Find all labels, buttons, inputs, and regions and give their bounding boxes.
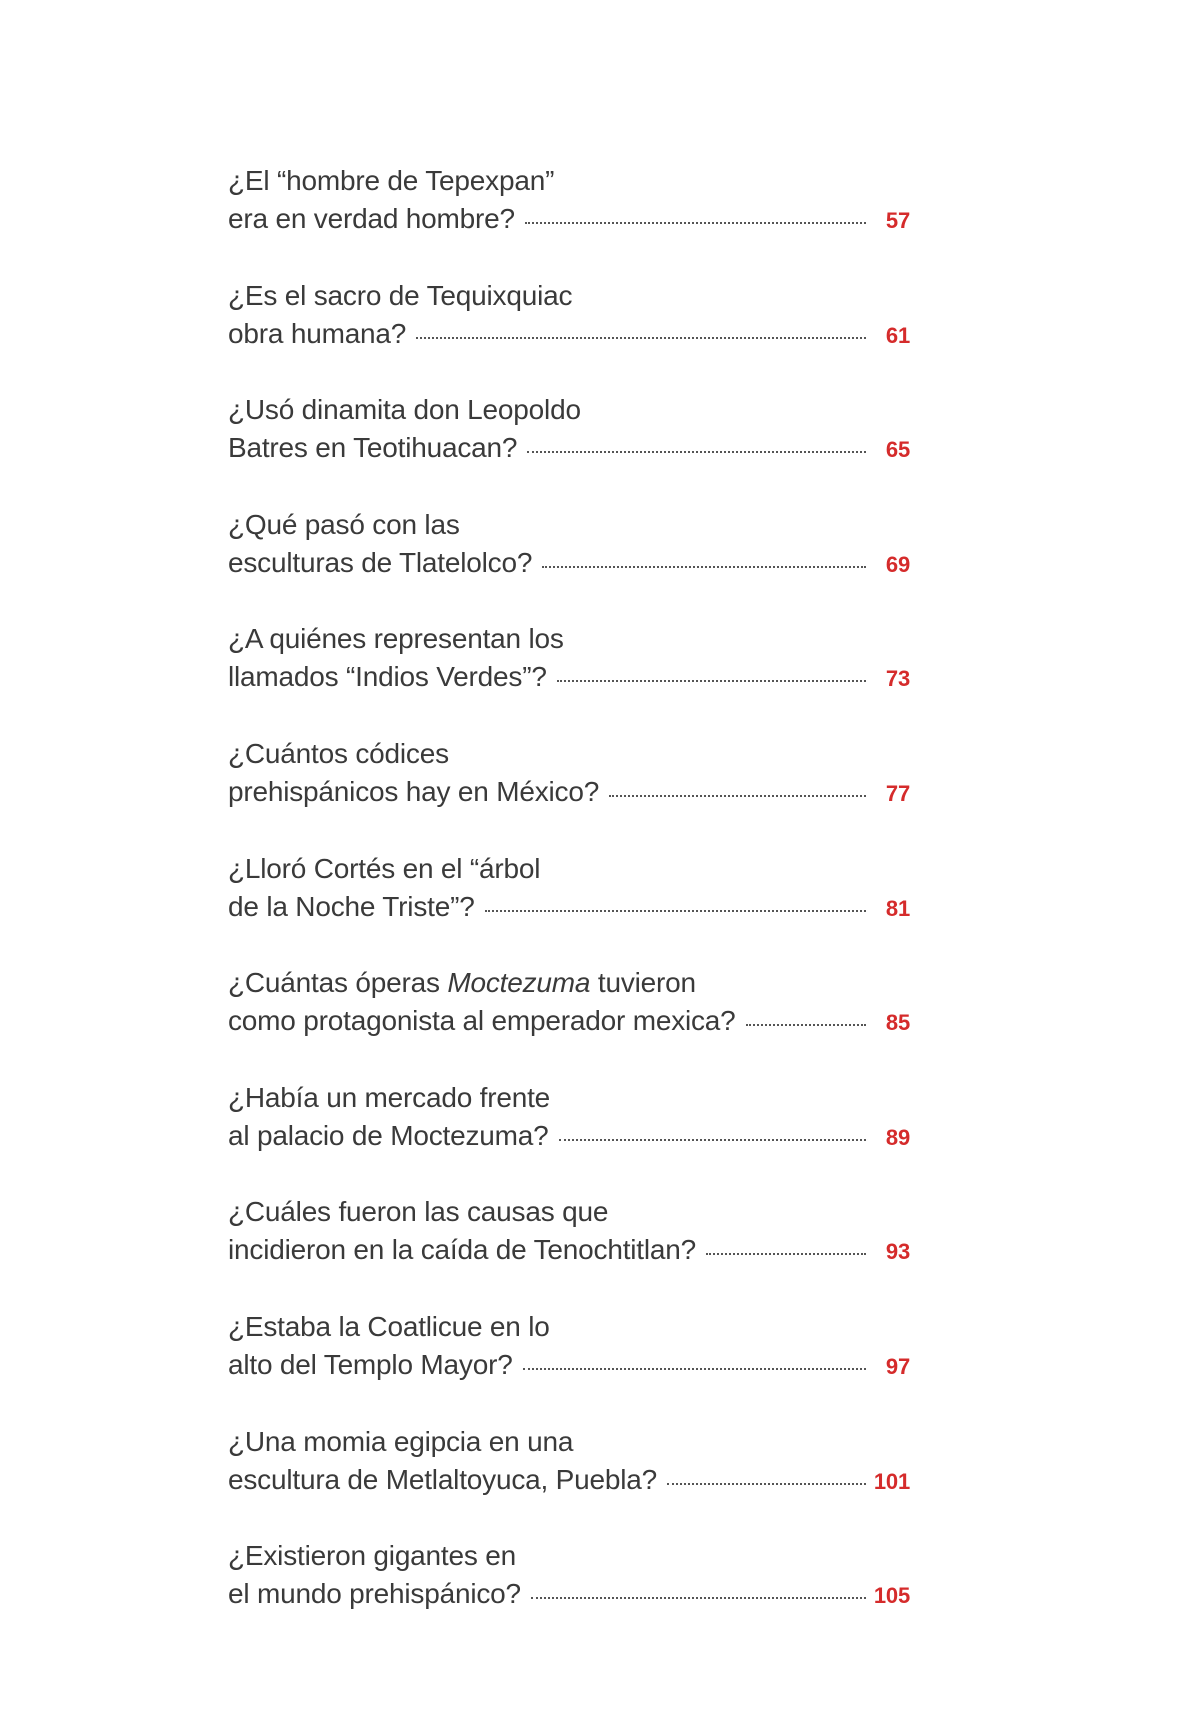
toc-entry[interactable]	[228, 391, 910, 506]
entry-title-line-2-row	[228, 1575, 910, 1613]
toc-entry[interactable]	[228, 1079, 910, 1194]
toc-entry[interactable]	[228, 735, 910, 850]
toc-entry[interactable]	[228, 1193, 910, 1308]
page-number: 101	[873, 1468, 910, 1494]
entry-title-line-2: Batres en Teotihuacan?	[228, 432, 518, 464]
page-number: 85	[885, 1010, 910, 1036]
page-number: 73	[885, 666, 910, 692]
entry-title-line-2-row	[228, 773, 910, 811]
entry-title-line-2-row	[228, 1346, 910, 1384]
entry-title-line-1: ¿Existieron gigantes en	[228, 1540, 517, 1572]
entry-title-line-2: incidieron en la caída de Tenochtitlan?	[228, 1234, 697, 1266]
dot-leader	[531, 1597, 866, 1599]
entry-title-line-1: ¿Había un mercado frente	[228, 1081, 551, 1113]
dot-leader	[557, 680, 866, 682]
toc-entry[interactable]	[228, 277, 910, 392]
entry-title-line-2: el mundo prehispánico?	[228, 1578, 521, 1610]
toc-entry[interactable]	[228, 162, 910, 277]
entry-title-line-1: ¿Cuántos códices	[228, 737, 449, 769]
dot-leader	[559, 1139, 867, 1141]
page-number: 69	[885, 551, 910, 577]
entry-title-line-2-row	[228, 544, 910, 582]
page-number: 61	[885, 322, 910, 348]
page-number: 105	[873, 1583, 910, 1609]
page-number: 65	[885, 437, 910, 463]
entry-title-line-2-row	[228, 1461, 910, 1499]
dot-leader	[667, 1483, 866, 1485]
dot-leader	[485, 910, 866, 912]
entry-title-line-1-end: tuvieron	[590, 967, 696, 999]
entry-title-line-1: ¿Qué pasó con las	[228, 508, 460, 540]
entry-title-line-2-row	[228, 200, 910, 238]
entry-title-line-1	[228, 964, 910, 1002]
dot-leader	[523, 1368, 866, 1370]
entry-title-line-2-row	[228, 658, 910, 696]
entry-title-line-2: al palacio de Moctezuma?	[228, 1119, 549, 1151]
entry-title-line-2: alto del Templo Mayor?	[228, 1348, 513, 1380]
toc-entry[interactable]	[228, 506, 910, 621]
table-of-contents	[228, 162, 910, 1652]
entry-title-line-2-row	[228, 1117, 910, 1155]
entry-title-line-1: ¿Lloró Cortés en el “árbol	[228, 852, 541, 884]
entry-title-line-1: ¿Cuáles fueron las causas que	[228, 1196, 609, 1228]
entry-title-line-1: ¿Estaba la Coatlicue en lo	[228, 1310, 550, 1342]
page-number: 57	[885, 208, 910, 233]
opera-title-italic: Moctezuma	[447, 967, 591, 999]
entry-title-line-2-row	[228, 1231, 910, 1269]
entry-title-line-1: ¿Es el sacro de Tequixquiac	[228, 279, 573, 311]
dot-leader	[609, 795, 866, 797]
entry-title-line-2: obra humana?	[228, 317, 407, 349]
dot-leader	[542, 566, 866, 568]
page-number: 89	[885, 1124, 910, 1150]
entry-title-line-2: prehispánicos hay en México?	[228, 775, 600, 807]
entry-title-line-2-row	[228, 888, 910, 926]
entry-title-line-1: ¿Usó dinamita don Leopoldo	[228, 394, 581, 426]
page-number: 81	[885, 895, 910, 921]
entry-title-line-1: ¿Una momia egipcia en una	[228, 1425, 574, 1457]
entry-title-line-2: esculturas de Tlatelolco?	[228, 546, 533, 578]
dot-leader	[706, 1253, 866, 1255]
entry-title-line-2-row	[228, 1002, 910, 1040]
toc-entry[interactable]	[228, 850, 910, 965]
entry-title-line-1-start: ¿Cuántas óperas	[228, 967, 448, 999]
entry-title-line-2-row	[228, 315, 910, 353]
toc-entry[interactable]	[228, 1423, 910, 1538]
entry-title-line-2: llamados “Indios Verdes”?	[228, 661, 547, 693]
page-number: 97	[885, 1353, 910, 1379]
dot-leader	[746, 1024, 866, 1026]
toc-entry[interactable]	[228, 964, 910, 1079]
entry-title-line-1: ¿A quiénes representan los	[228, 623, 564, 655]
entry-title-line-2: era en verdad hombre?	[228, 203, 515, 234]
entry-title-line-2: escultura de Metlaltoyuca, Puebla?	[228, 1463, 658, 1495]
toc-entry[interactable]	[228, 1308, 910, 1423]
entry-title-line-2: como protagonista al emperador mexica?	[228, 1005, 736, 1037]
entry-title-line-2-row	[228, 429, 910, 467]
dot-leader	[527, 451, 866, 453]
toc-entry[interactable]	[228, 1537, 910, 1652]
entry-title-line-1: ¿El “hombre de Tepexpan”	[228, 165, 555, 196]
page-number: 93	[885, 1239, 910, 1265]
toc-entry[interactable]	[228, 620, 910, 735]
dot-leader	[416, 337, 866, 339]
dot-leader	[525, 222, 866, 224]
page-number: 77	[885, 780, 910, 806]
entry-title-line-2: de la Noche Triste”?	[228, 890, 475, 922]
